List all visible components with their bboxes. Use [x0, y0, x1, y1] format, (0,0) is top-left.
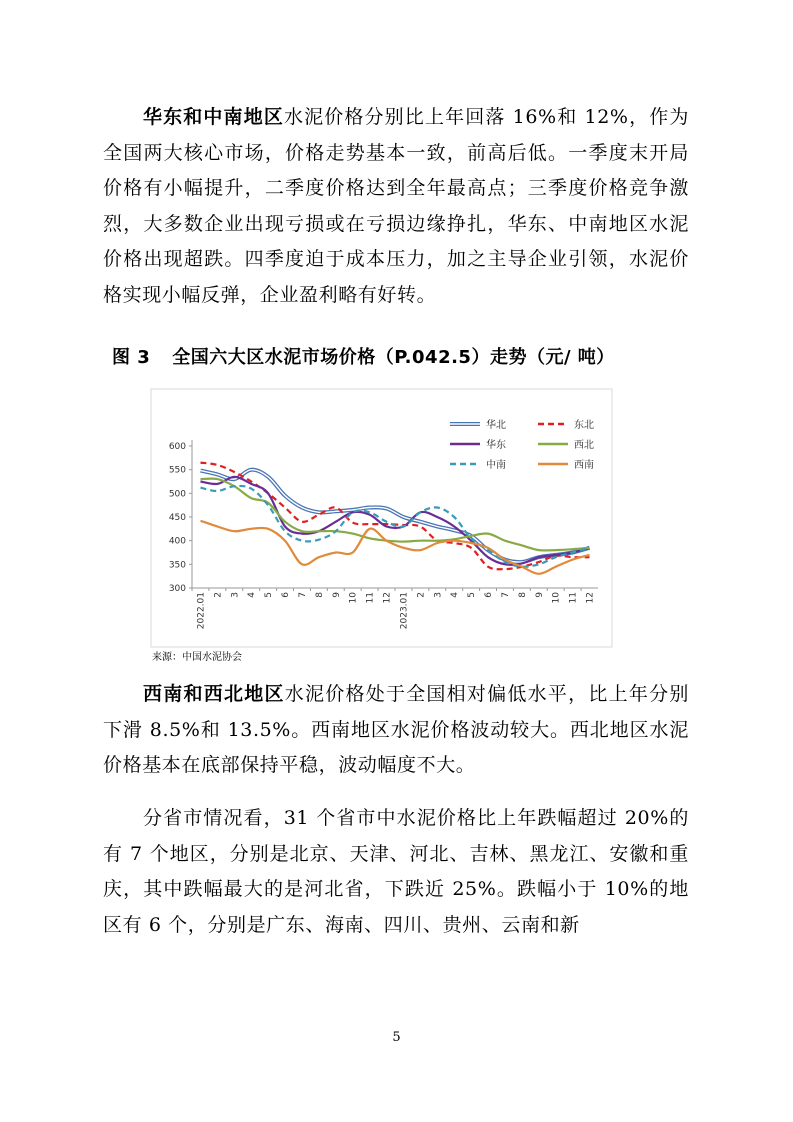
y-tick-label: 400 [168, 536, 186, 547]
x-tick-label: 3 [433, 592, 444, 598]
y-tick-label: 500 [168, 489, 186, 500]
x-tick-label: 12 [585, 592, 596, 604]
paragraph-lead: 西南和西北地区 [143, 683, 285, 705]
legend-label: 西北 [574, 440, 594, 451]
x-tick-label: 10 [551, 592, 562, 604]
x-tick-label: 9 [534, 592, 545, 598]
x-tick-label: 8 [517, 592, 528, 598]
price-trend-chart [150, 388, 613, 648]
y-tick-label: 350 [168, 560, 186, 571]
x-tick-label: 5 [467, 592, 478, 598]
figure-caption: 全国六大区水泥市场价格（P.042.5）走势（元/ 吨） [172, 347, 615, 368]
x-tick-label: 4 [450, 592, 461, 598]
paragraph-body: 水泥价格分别比上年回落 16%和 12%，作为全国两大核心市场，价格走势基本一致，前高后低。一季度末开局价格有小幅提升，二季度价格达到全年最高点；三季度价格竞争激烈，大多数企业出现亏损或在亏损边缘挣扎，华东、中南地区水泥价格出现超跌。四季度迫于成本压力，加之主导企业引领，水泥价格实现小幅反弹，企业盈利略有好转。 [103, 106, 689, 306]
paragraph-body: 分省市情况看，31 个省市中水泥价格比上年跌幅超过 20%的有 7 个地区，分别是北京、天津、河北、吉林、黑龙江、安徽和重庆，其中跌幅最大的是河北省，下跌近 25%。跌幅小于 10%的地区有 6 个，分别是广东、海南、四川、贵州、云南和新 [103, 807, 689, 936]
x-tick-label: 7 [297, 592, 308, 598]
x-tick-label: 5 [264, 592, 275, 598]
x-tick-label: 4 [247, 592, 258, 598]
paragraph-lead: 华东和中南地区 [143, 106, 284, 128]
series-line-5 [201, 486, 590, 567]
x-tick-label: 6 [484, 592, 495, 598]
x-tick-label: 2 [416, 592, 427, 598]
chart-svg [150, 388, 613, 648]
paragraph-provinces [103, 801, 689, 943]
legend-label: 华东 [486, 440, 506, 451]
figure-source: 来源：中国水泥协会 [152, 652, 242, 663]
x-tick-label: 11 [568, 592, 579, 604]
x-tick-label: 12 [382, 592, 393, 604]
x-tick-label: 2023.01 [399, 592, 410, 630]
x-tick-label: 2 [213, 592, 224, 598]
figure-title [112, 343, 615, 369]
y-tick-label: 300 [168, 584, 186, 594]
x-tick-label: 8 [314, 592, 325, 598]
paragraph-east-central [103, 100, 689, 314]
x-tick-label: 10 [348, 592, 359, 604]
legend-label: 中南 [486, 460, 506, 471]
legend-label: 东北 [574, 420, 594, 431]
x-tick-label: 9 [331, 592, 342, 598]
x-tick-label: 11 [365, 592, 376, 604]
paragraph-southwest-northwest [103, 677, 689, 784]
x-tick-label: 3 [230, 592, 241, 598]
x-tick-label: 6 [281, 592, 292, 598]
figure-number: 图 3 [112, 347, 151, 368]
y-tick-label: 450 [168, 513, 186, 523]
y-tick-label: 550 [168, 465, 186, 476]
series-line-3 [201, 477, 590, 565]
x-tick-label: 7 [500, 592, 511, 598]
series-line-2 [201, 463, 590, 570]
page-number: 5 [392, 1030, 401, 1045]
y-tick-label: 600 [168, 442, 186, 452]
chart-frame [151, 389, 612, 647]
x-tick-label: 2022.01 [196, 592, 207, 630]
legend-label: 西南 [574, 460, 594, 471]
legend-label: 华北 [486, 420, 506, 431]
paragraph-body: 水泥价格处于全国相对偏低水平，比上年分别下滑 8.5%和 13.5%。西南地区水泥价格波动较大。西北地区水泥价格基本在底部保持平稳，波动幅度不大。 [103, 683, 689, 777]
